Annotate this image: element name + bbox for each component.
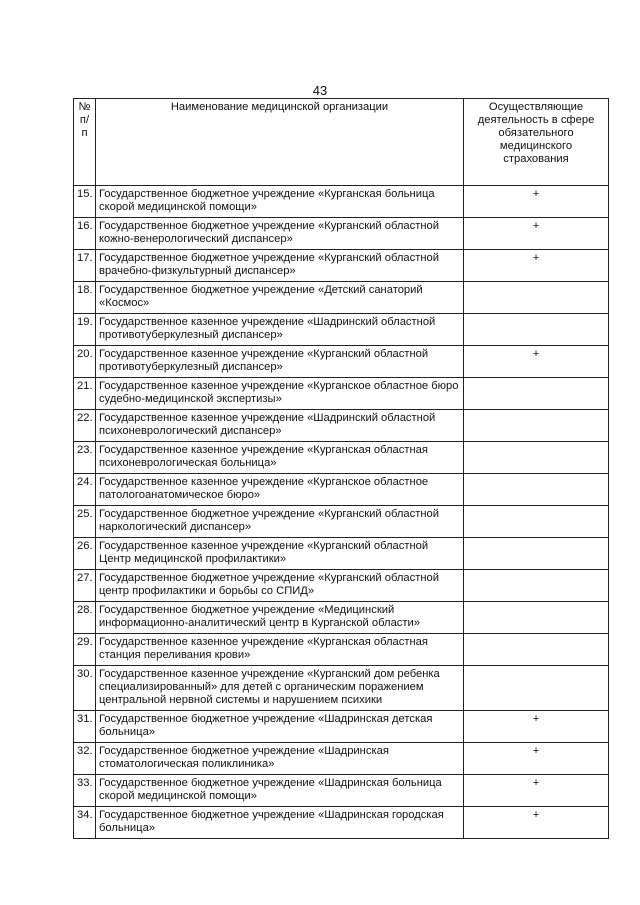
row-oms-mark — [464, 442, 609, 474]
row-oms-mark: + — [464, 775, 609, 807]
row-number: 34. — [74, 807, 96, 839]
table-row — [74, 410, 609, 442]
row-number: 15. — [74, 186, 96, 218]
row-organization-name: Государственное бюджетное учреждение «Шадринская городская больница» — [96, 807, 464, 839]
row-organization-name: Государственное казенное учреждение «Курганский областной противотуберкулезный диспансер» — [96, 346, 464, 378]
row-organization-name: Государственное казенное учреждение «Курганский областной Центр медицинской профилактики» — [96, 538, 464, 570]
table-row — [74, 218, 609, 250]
table-row — [74, 506, 609, 538]
row-organization-name: Государственное бюджетное учреждение «Шадринская стоматологическая поликлиника» — [96, 743, 464, 775]
table-row — [74, 250, 609, 282]
row-organization-name: Государственное бюджетное учреждение «Курганский областной врачебно-физкультурный диспансер» — [96, 250, 464, 282]
table-row — [74, 442, 609, 474]
row-organization-name: Государственное бюджетное учреждение «Медицинский информационно-аналитический центр в Курганской области» — [96, 602, 464, 634]
header-oms-activity: Осуществляющие деятельность в сфере обязательного медицинского страхования — [464, 99, 609, 186]
table-row — [74, 570, 609, 602]
row-organization-name: Государственное бюджетное учреждение «Детский санаторий «Космос» — [96, 282, 464, 314]
row-oms-mark — [464, 314, 609, 346]
table-row — [74, 378, 609, 410]
row-number: 21. — [74, 378, 96, 410]
row-organization-name: Государственное казенное учреждение «Шадринский областной противотуберкулезный диспансер» — [96, 314, 464, 346]
row-organization-name: Государственное казенное учреждение «Курганская областная станция переливания крови» — [96, 634, 464, 666]
table-row — [74, 346, 609, 378]
row-organization-name: Государственное бюджетное учреждение «Курганская больница скорой медицинской помощи» — [96, 186, 464, 218]
row-number: 20. — [74, 346, 96, 378]
row-number: 25. — [74, 506, 96, 538]
table-row — [74, 314, 609, 346]
row-oms-mark: + — [464, 186, 609, 218]
row-oms-mark — [464, 282, 609, 314]
row-number: 31. — [74, 711, 96, 743]
row-oms-mark: + — [464, 743, 609, 775]
table-row — [74, 775, 609, 807]
row-oms-mark: + — [464, 346, 609, 378]
row-number: 16. — [74, 218, 96, 250]
row-number: 23. — [74, 442, 96, 474]
row-oms-mark — [464, 570, 609, 602]
row-oms-mark: + — [464, 218, 609, 250]
row-organization-name: Государственное бюджетное учреждение «Шадринская детская больница» — [96, 711, 464, 743]
row-organization-name: Государственное казенное учреждение «Курганская областная психоневрологическая больница» — [96, 442, 464, 474]
row-oms-mark: + — [464, 250, 609, 282]
page-number: 43 — [312, 83, 328, 98]
table-row — [74, 186, 609, 218]
row-oms-mark — [464, 602, 609, 634]
row-number: 33. — [74, 775, 96, 807]
row-oms-mark: + — [464, 807, 609, 839]
row-number: 24. — [74, 474, 96, 506]
row-number: 30. — [74, 666, 96, 711]
row-oms-mark: + — [464, 711, 609, 743]
header-organization-name: Наименование медицинской организации — [96, 99, 464, 186]
header-number: № п/п — [74, 99, 96, 186]
row-organization-name: Государственное казенное учреждение «Шадринский областной психоневрологический диспансер» — [96, 410, 464, 442]
row-number: 28. — [74, 602, 96, 634]
row-oms-mark — [464, 474, 609, 506]
row-organization-name: Государственное бюджетное учреждение «Курганский областной центр профилактики и борьбы со СПИД» — [96, 570, 464, 602]
row-number: 19. — [74, 314, 96, 346]
table-row — [74, 474, 609, 506]
row-organization-name: Государственное казенное учреждение «Курганское областное бюро судебно-медицинской экспертизы» — [96, 378, 464, 410]
row-oms-mark — [464, 666, 609, 711]
row-organization-name: Государственное бюджетное учреждение «Шадринская больница скорой медицинской помощи» — [96, 775, 464, 807]
table-row — [74, 602, 609, 634]
table-row — [74, 282, 609, 314]
organizations-table — [73, 98, 609, 839]
row-oms-mark — [464, 506, 609, 538]
row-oms-mark — [464, 634, 609, 666]
row-organization-name: Государственное бюджетное учреждение «Курганский областной наркологический диспансер» — [96, 506, 464, 538]
row-organization-name: Государственное казенное учреждение «Курганский дом ребенка специализированный» для детей с органическим поражением центральной нервной системы и нарушением психики — [96, 666, 464, 711]
row-oms-mark — [464, 378, 609, 410]
row-organization-name: Государственное бюджетное учреждение «Курганский областной кожно-венерологический диспансер» — [96, 218, 464, 250]
row-oms-mark — [464, 538, 609, 570]
table-row — [74, 538, 609, 570]
table-row — [74, 666, 609, 711]
row-organization-name: Государственное казенное учреждение «Курганское областное патологоанатомическое бюро» — [96, 474, 464, 506]
table-row — [74, 743, 609, 775]
row-number: 29. — [74, 634, 96, 666]
table-row — [74, 807, 609, 839]
row-number: 18. — [74, 282, 96, 314]
table-header-row — [74, 99, 609, 186]
row-number: 26. — [74, 538, 96, 570]
row-oms-mark — [464, 410, 609, 442]
row-number: 17. — [74, 250, 96, 282]
row-number: 27. — [74, 570, 96, 602]
table-row — [74, 711, 609, 743]
row-number: 32. — [74, 743, 96, 775]
row-number: 22. — [74, 410, 96, 442]
table-row — [74, 634, 609, 666]
